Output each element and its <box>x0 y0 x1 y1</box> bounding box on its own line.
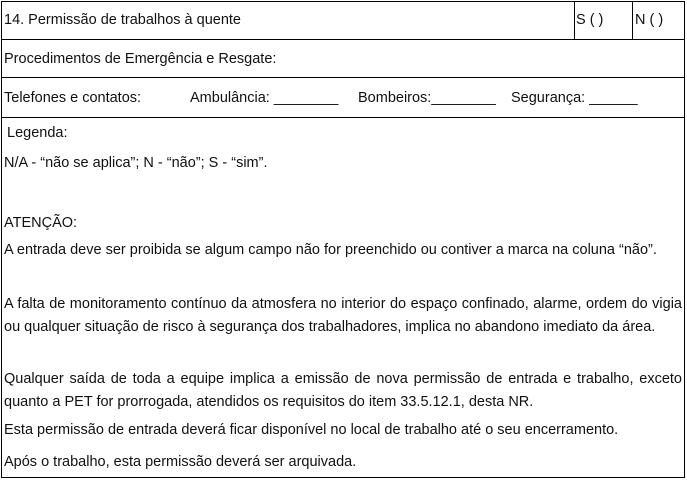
attention-title: ATENÇÃO: <box>4 215 78 231</box>
option-s-label: S ( ) <box>576 12 604 28</box>
hot-work-title: 14. Permissão de trabalhos à quente <box>4 12 241 28</box>
emergency-row <box>2 40 684 78</box>
hot-work-row <box>2 2 684 40</box>
attention-paragraph-5: Após o trabalho, esta permissão deverá ser arquivada. <box>4 454 357 470</box>
option-n-cell[interactable] <box>632 2 684 39</box>
attention-paragraph-4: Esta permissão de entrada deverá ficar disponível no local de trabalho até o seu encerramento. <box>4 422 619 438</box>
contacts-row <box>2 78 684 118</box>
hot-work-title-cell <box>2 2 574 39</box>
security-field[interactable]: Segurança: ______ <box>511 90 638 106</box>
attention-paragraph-3: Qualquer saída de toda a equipe implica a emissão de nova permissão de entrada e trabalho, exceto quanto a PET for prorrogada, atendidos os requisitos do item 33.5.12.1, desta NR. <box>4 371 682 410</box>
permit-form <box>1 1 685 478</box>
option-n-label: N ( ) <box>635 12 664 28</box>
notes-section <box>2 118 684 477</box>
legend-text: N/A - “não se aplica”; N - “não”; S - “sim”. <box>4 155 268 171</box>
emergency-label: Procedimentos de Emergência e Resgate: <box>4 51 277 67</box>
ambulance-field[interactable]: Ambulância: ________ <box>190 90 339 106</box>
attention-paragraph-1: A entrada deve ser proibida se algum campo não for preenchido ou contiver a marca na coluna “não”. <box>4 242 657 258</box>
attention-paragraph-2: A falta de monitoramento contínuo da atmosfera no interior do espaço confinado, alarme, ordem do vigia ou qualquer situação de risco à segurança dos trabalhadores, implica no abandono imediato da área. <box>4 296 682 335</box>
contacts-label: Telefones e contatos: <box>4 90 142 106</box>
firefighters-field[interactable]: Bombeiros:________ <box>358 90 496 106</box>
legend-title: Legenda: <box>7 125 68 141</box>
option-s-cell[interactable] <box>574 2 632 39</box>
